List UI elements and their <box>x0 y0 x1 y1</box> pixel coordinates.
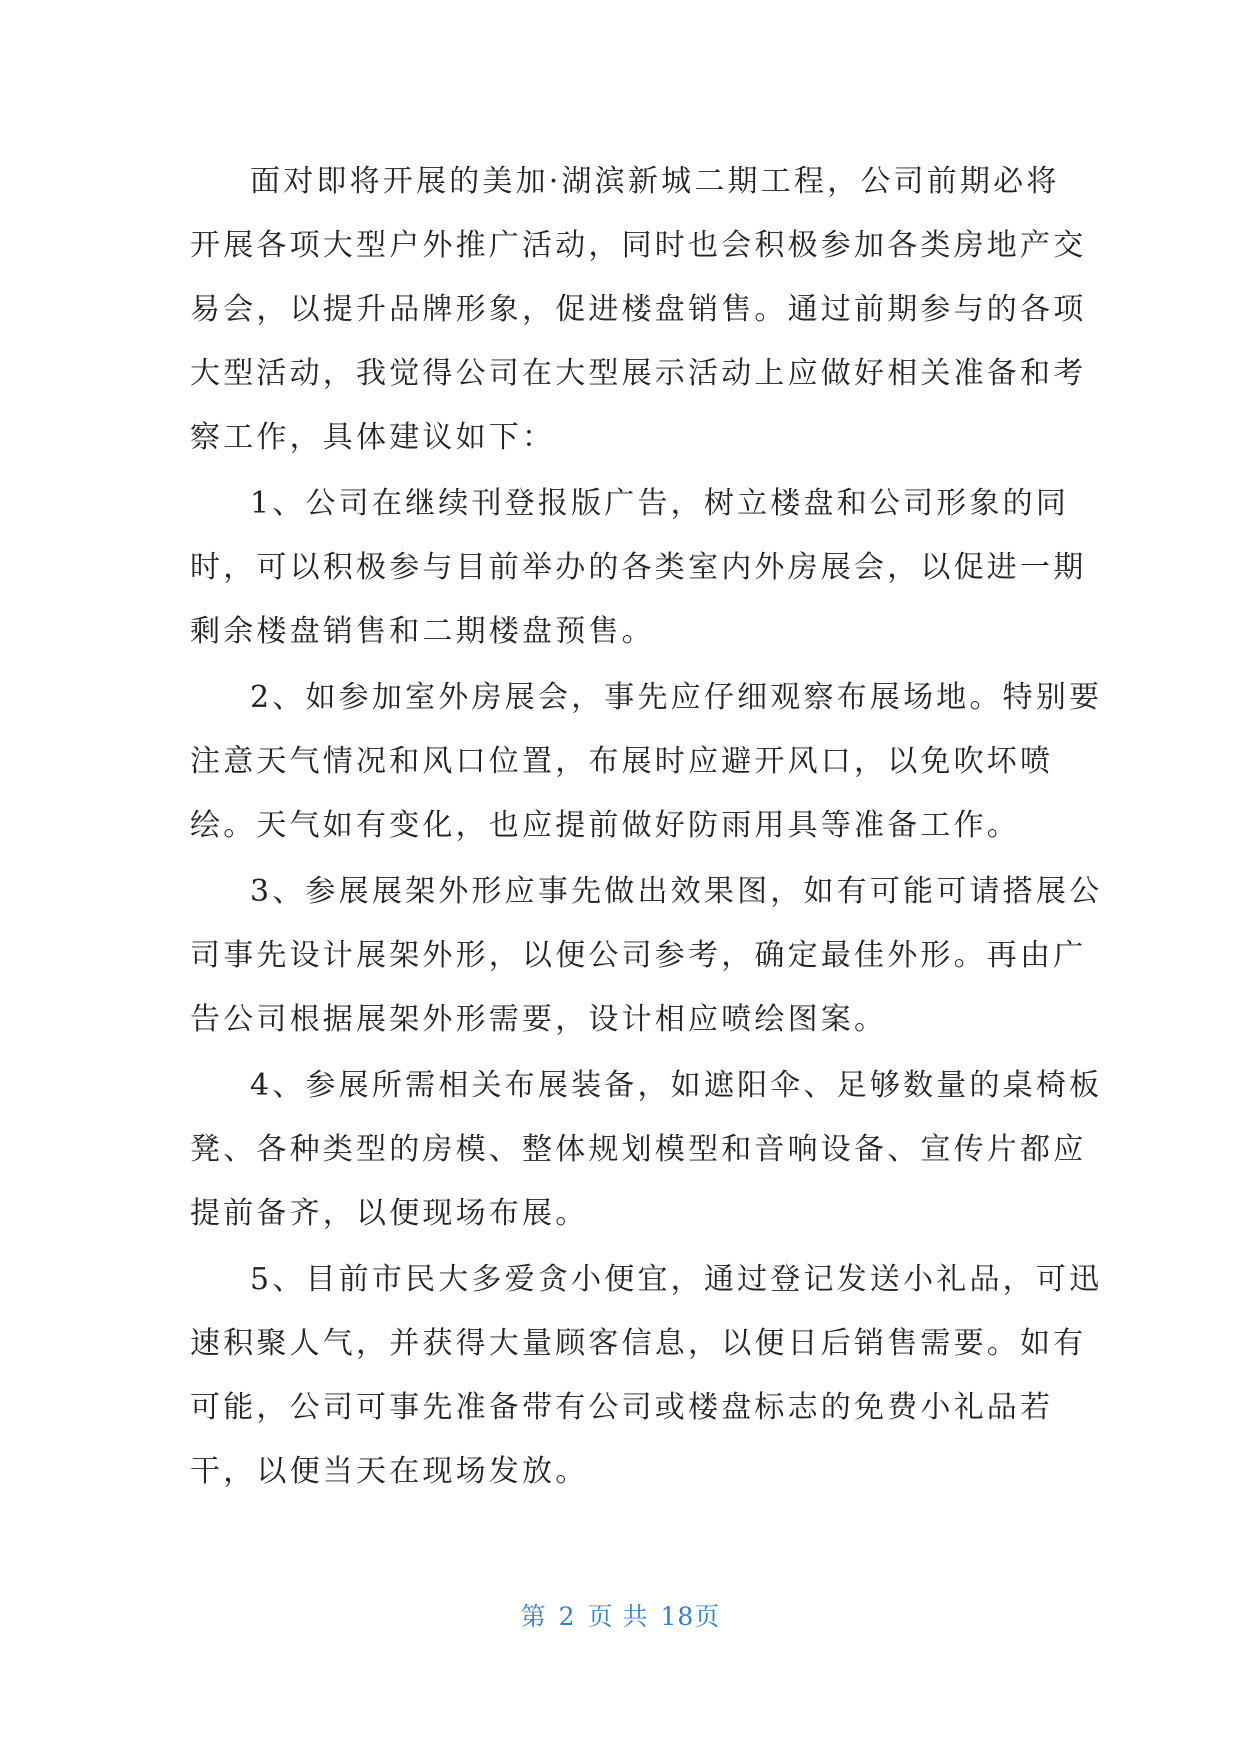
text-line: 1、公司在继续刊登报版广告，树立楼盘和公司形象的同 <box>250 486 1070 521</box>
paragraph-item-1 <box>190 472 1087 664</box>
paragraph-item-5 <box>190 1248 1103 1504</box>
text-line: 可能，公司可事先准备带有公司或楼盘标志的免费小礼品若 <box>190 1390 1054 1425</box>
text-line: 告公司根据展架外形需要，设计相应喷绘图案。 <box>190 1002 888 1037</box>
paragraph-item-4 <box>190 1054 1103 1246</box>
text-line: 速积聚人气，并获得大量顾客信息，以便日后销售需要。如有 <box>190 1326 1087 1361</box>
text-line: 时，可以积极参与目前举办的各类室内外房展会，以促进一期 <box>190 550 1087 585</box>
text-line: 易会，以提升品牌形象，促进楼盘销售。通过前期参与的各项 <box>190 292 1087 327</box>
text-line: 注意天气情况和风口位置，布展时应避开风口，以免吹坏喷 <box>190 744 1054 779</box>
document-body <box>190 150 1103 1506</box>
text-line: 察工作，具体建议如下： <box>190 420 556 455</box>
page-footer <box>0 1597 1241 1633</box>
footer-prefix: 第 <box>520 1602 547 1631</box>
text-line: 司事先设计展架外形，以便公司参考，确定最佳外形。再由广 <box>190 938 1087 973</box>
paragraph-intro <box>190 150 1087 470</box>
text-line: 大型活动，我觉得公司在大型展示活动上应做好相关准备和考 <box>190 356 1087 391</box>
text-line: 提前备齐，以便现场布展。 <box>190 1196 589 1231</box>
text-line: 干，以便当天在现场发放。 <box>190 1454 589 1489</box>
text-line: 绘。天气如有变化，也应提前做好防雨用具等准备工作。 <box>190 808 1020 843</box>
footer-total-pages: 18页 <box>660 1602 721 1631</box>
text-line: 剩余楼盘销售和二期楼盘预售。 <box>190 614 655 649</box>
text-line: 开展各项大型户外推广活动，同时也会积极参加各类房地产交 <box>190 228 1087 263</box>
text-line: 3、参展展架外形应事先做出效果图，如有可能可请搭展公 <box>250 874 1103 909</box>
footer-middle: 页 共 <box>587 1602 649 1631</box>
text-line: 面对即将开展的美加·湖滨新城二期工程，公司前期必将 <box>250 164 1060 199</box>
text-line: 2、如参加室外房展会，事先应仔细观察布展场地。特别要 <box>250 680 1103 715</box>
paragraph-item-3 <box>190 860 1103 1052</box>
text-line: 5、目前市民大多爱贪小便宜，通过登记发送小礼品，可迅 <box>250 1262 1103 1297</box>
footer-page-number: 2 <box>558 1602 576 1631</box>
text-line: 凳、各种类型的房模、整体规划模型和音响设备、宣传片都应 <box>190 1132 1087 1167</box>
paragraph-item-2 <box>190 666 1103 858</box>
text-line: 4、参展所需相关布展装备，如遮阳伞、足够数量的桌椅板 <box>250 1068 1103 1103</box>
